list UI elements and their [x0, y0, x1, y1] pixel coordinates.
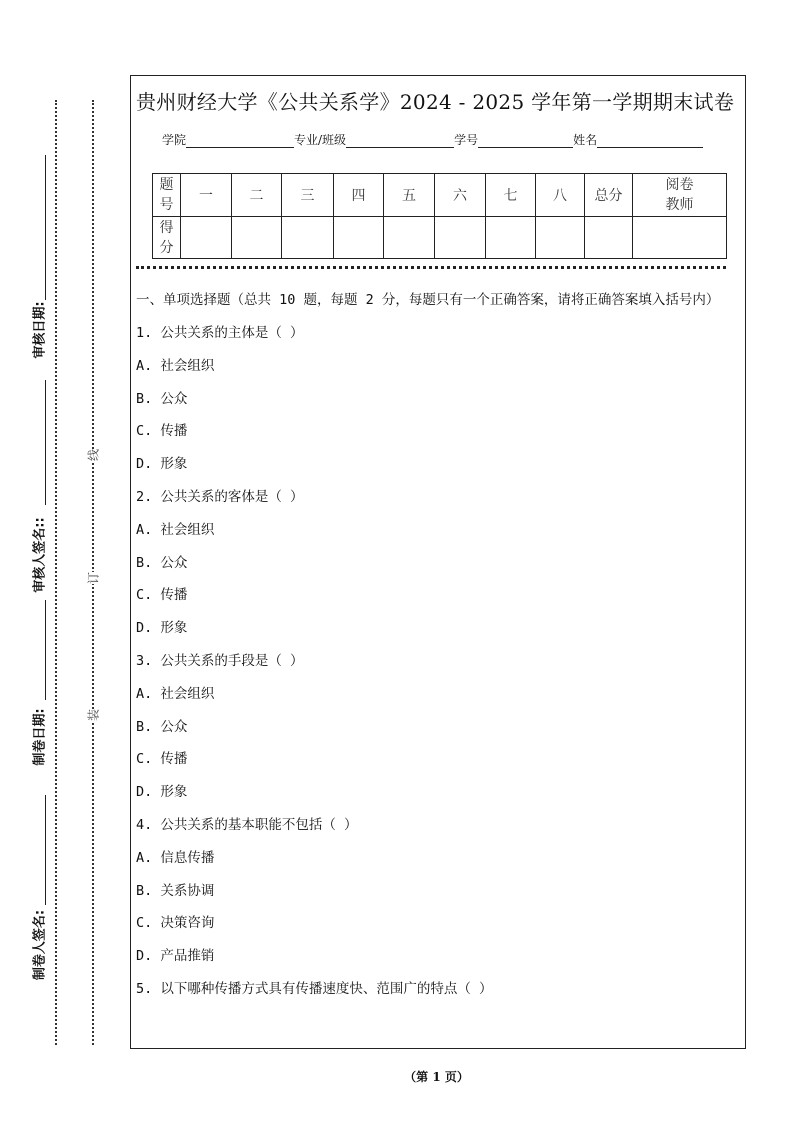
answer-option: B. 公众 [136, 390, 188, 407]
binding-mark-zhuang: 装 [86, 708, 101, 722]
binding-mark-xian: 线 [86, 448, 101, 462]
score-table [152, 173, 727, 259]
name-label: 姓名 [573, 133, 598, 147]
question-stem: 2. 公共关系的客体是（ ） [136, 488, 304, 505]
score-row-label: 得分 [153, 217, 181, 259]
score-cell[interactable] [384, 217, 435, 259]
score-cell[interactable] [536, 217, 585, 259]
answer-option: A. 社会组织 [136, 357, 215, 374]
student-id-label: 学号 [454, 133, 479, 147]
score-cell[interactable] [486, 217, 536, 259]
answer-option: C. 传播 [136, 751, 188, 768]
score-cell[interactable] [585, 217, 633, 259]
dotted-separator [136, 266, 726, 269]
question-stem: 5. 以下哪种传播方式具有传播速度快、范围广的特点（ ） [136, 980, 493, 997]
name-field[interactable] [597, 133, 703, 148]
answer-option: B. 关系协调 [136, 882, 215, 899]
header-cell: 三 [282, 174, 334, 217]
header-cell: 五 [384, 174, 435, 217]
score-cell[interactable] [232, 217, 282, 259]
score-row [153, 217, 727, 259]
college-field[interactable] [186, 133, 294, 148]
score-cell[interactable] [181, 217, 232, 259]
signature-line [45, 600, 46, 700]
answer-option: B. 公众 [136, 554, 188, 571]
binding-mark-ding: 订 [86, 571, 101, 585]
header-cell: 一 [181, 174, 232, 217]
header-cell: 八 [536, 174, 585, 217]
answer-option: D. 产品推销 [136, 948, 215, 965]
header-cell: 六 [435, 174, 486, 217]
preparer-signature-label: 制卷人签名: [32, 909, 48, 981]
score-cell[interactable] [435, 217, 486, 259]
signature-line [45, 795, 46, 905]
review-date-label: 审核日期: [32, 301, 48, 359]
answer-option: D. 形象 [136, 456, 188, 473]
reviewer-signature-label: 审核人签名:: [32, 517, 48, 593]
answer-option: C. 传播 [136, 587, 188, 604]
score-cell[interactable] [633, 217, 727, 259]
page-number: （第 1 页） [404, 1070, 469, 1084]
major-class-field[interactable] [346, 133, 454, 148]
header-cell: 阅卷教师 [633, 174, 727, 217]
student-info [162, 131, 703, 148]
answer-option: C. 决策咨询 [136, 915, 215, 932]
answer-option: D. 形象 [136, 620, 188, 637]
question-stem: 3. 公共关系的手段是（ ） [136, 652, 304, 669]
header-cell: 七 [486, 174, 536, 217]
score-cell[interactable] [334, 217, 384, 259]
answer-option: C. 传播 [136, 423, 188, 440]
section-instructions: 一、单项选择题（总共 10 题，每题 2 分，每题只有一个正确答案，请将正确答案填入括号内） [136, 292, 720, 308]
question-number-row [153, 174, 727, 217]
question-stem: 1. 公共关系的主体是（ ） [136, 325, 304, 341]
answer-option: D. 形象 [136, 784, 188, 801]
question-section [136, 290, 738, 1006]
prepare-date-label: 制卷日期: [32, 708, 48, 766]
header-cell: 四 [334, 174, 384, 217]
question-stem: 4. 公共关系的基本职能不包括（ ） [136, 816, 358, 833]
header-cell: 二 [232, 174, 282, 217]
answer-option: A. 社会组织 [136, 685, 215, 702]
exam-title: 贵州财经大学《公共关系学》2024 - 2025 学年第一学期期末试卷 [136, 90, 735, 114]
student-id-field[interactable] [478, 133, 573, 148]
question-list [136, 317, 738, 1006]
binding-dotted-line-outer [55, 100, 57, 1045]
header-cell: 题号 [153, 174, 181, 217]
answer-option: B. 公众 [136, 718, 188, 735]
major-class-label: 专业/班级 [294, 133, 347, 147]
answer-option: A. 信息传播 [136, 849, 215, 866]
signature-line [45, 155, 46, 300]
score-cell[interactable] [282, 217, 334, 259]
answer-option: A. 社会组织 [136, 521, 215, 538]
college-label: 学院 [162, 133, 187, 147]
signature-line [45, 380, 46, 505]
header-cell: 总分 [585, 174, 633, 217]
